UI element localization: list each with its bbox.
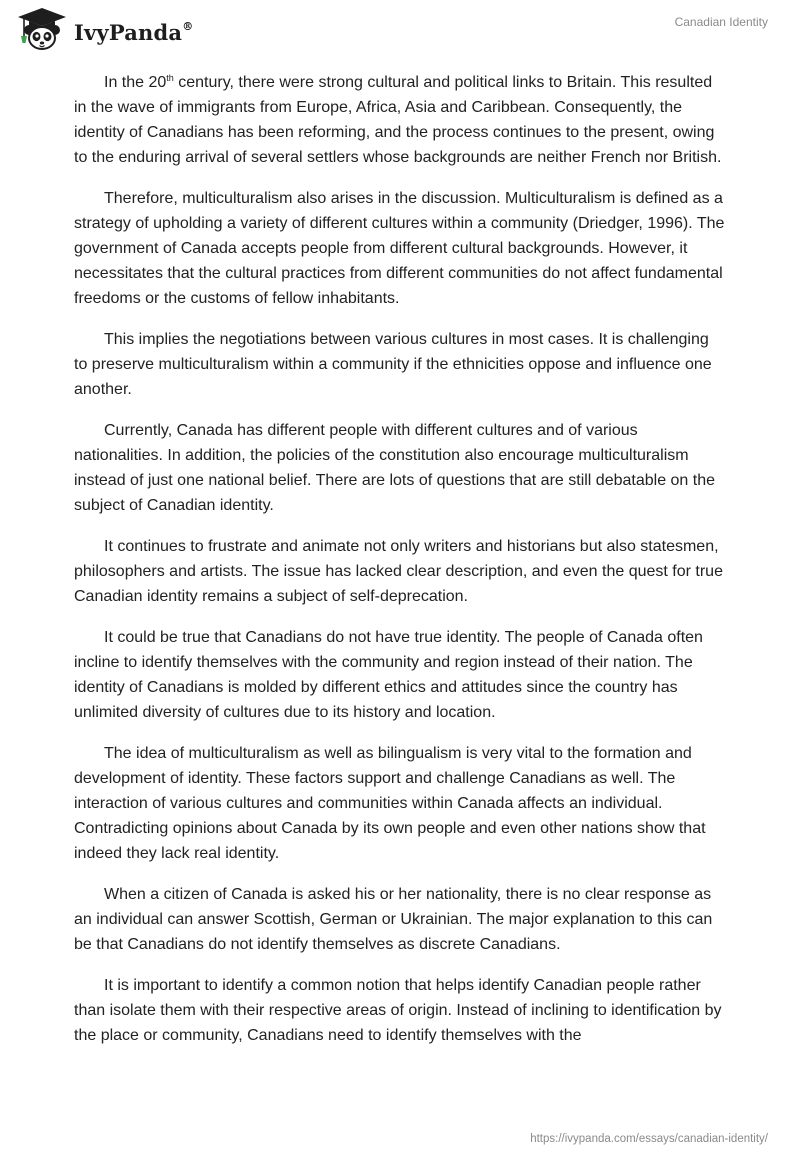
paragraph: Currently, Canada has different people with different cultures and of various nationalities. In addition, the policies of the constitution also encourage multiculturalism instead of just one national belief. There are lots of questions that are still debatable on the subject of Canadian identity.: [74, 422, 716, 514]
paragraph: In the 20th century, there were strong cultural and political links to Britain. This resulted in the wave of immigrants from Europe, Africa, Asia and Caribbean. Consequently, the identity of Canadians has been reforming, and the process continues to the present, owing to the enduring arrival of several settlers whose backgrounds are neither French nor British.: [74, 73, 722, 166]
paragraph: It continues to frustrate and animate not only writers and historians but also statesmen, philosophers and artists. The issue has lacked clear description, and even the quest for true Canadian identity remains a subject of self-deprecation.: [74, 538, 723, 605]
registered-mark: ®: [182, 19, 194, 33]
document-title: Canadian Identity: [674, 15, 768, 29]
essay-body: [74, 70, 726, 1064]
panda-graduation-cap-icon: [16, 6, 68, 52]
page-header: [0, 0, 800, 60]
paragraph: When a citizen of Canada is asked his or her nationality, there is no clear response as an individual can answer Scottish, German or Ukrainian. The major explanation to this can be that Canadians do not identify themselves as discrete Canadians.: [74, 886, 713, 953]
paragraph: The idea of multiculturalism as well as bilingualism is very vital to the formation and development of identity. These factors support and challenge Canadians as well. The interaction of various cultures and communities within Canada affects an individual. Contradicting opinions about Canada by its own people and even other nations show that indeed they lack real identity.: [74, 745, 706, 862]
source-url[interactable]: https://ivypanda.com/essays/canadian-identity/: [530, 1133, 768, 1145]
ivypanda-logo[interactable]: [16, 6, 193, 52]
paragraph: This implies the negotiations between various cultures in most cases. It is challenging to preserve multiculturalism within a community if the ethnicities oppose and influence one another.: [74, 331, 712, 398]
paragraph: It is important to identify a common notion that helps identify Canadian people rather than isolate them with their respective areas of origin. Instead of inclining to identification by the place or community, Canadians need to identify themselves with the: [74, 977, 722, 1044]
paragraph: Therefore, multiculturalism also arises in the discussion. Multiculturalism is defined as a strategy of upholding a variety of different cultures within a community (Driedger, 1996). The government of Canada accepts people from different cultural backgrounds. However, it necessitates that the cultural practices from different communities do not affect fundamental freedoms or the customs of fellow inhabitants.: [74, 190, 725, 307]
paragraph: It could be true that Canadians do not have true identity. The people of Canada often incline to identify themselves with the community and region instead of their nation. The identity of Canadians is molded by different ethics and attitudes since the country has unlimited diversity of cultures due to its history and location.: [74, 629, 703, 721]
brand-name: IvyPanda®: [74, 19, 194, 45]
